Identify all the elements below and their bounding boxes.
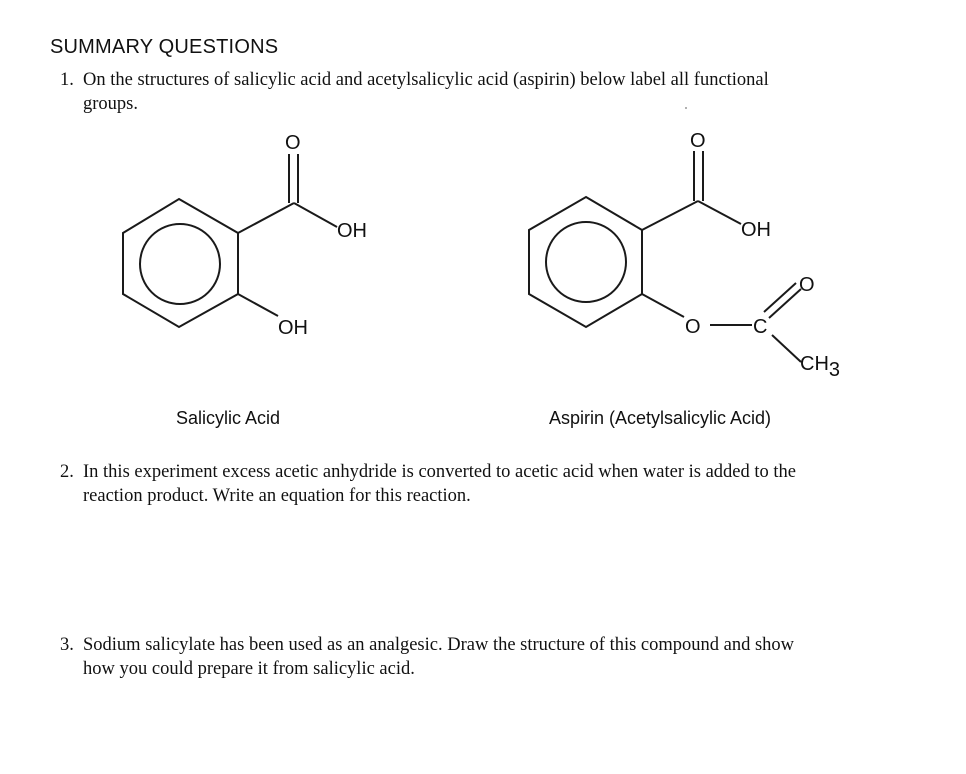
salicylic-aromatic-circle xyxy=(140,224,220,304)
question-2-text-line2: reaction product. Write an equation for this reaction. xyxy=(83,486,471,506)
aspirin-methyl-label xyxy=(800,353,840,381)
aspirin-c-ch3-bond xyxy=(772,335,801,362)
aspirin-ester-o-label: O xyxy=(685,316,701,338)
salicylic-acid-structure xyxy=(123,132,367,339)
question-1-text-line2: groups. xyxy=(83,94,138,114)
question-2-number: 2. xyxy=(60,462,74,482)
question-3-text-line1: Sodium salicylate has been used as an analgesic. Draw the structure of this compound and show xyxy=(83,635,795,655)
aspirin-ring-to-ester-o-bond xyxy=(642,294,684,317)
salicylic-ring-to-phenol-bond xyxy=(238,294,278,316)
salicylic-phenol-oh-label: OH xyxy=(278,317,308,339)
question-1-text-line1: On the structures of salicylic acid and acetylsalicylic acid (aspirin) below label all functional xyxy=(83,70,769,90)
salicylic-carbonyl-o-label: O xyxy=(285,132,301,154)
aspirin-ester-c-label: C xyxy=(753,316,768,338)
summary-heading: SUMMARY QUESTIONS xyxy=(50,36,279,58)
salicylic-c-oh-bond xyxy=(294,203,337,227)
aspirin-caption: Aspirin (Acetylsalicylic Acid) xyxy=(549,408,772,428)
aspirin-c-oh-bond xyxy=(698,201,741,224)
question-1-number: 1. xyxy=(60,70,74,90)
question-3-number: 3. xyxy=(60,635,74,655)
aspirin-structure xyxy=(529,130,840,381)
salicylic-ring-to-carboxyl-bond xyxy=(238,203,294,233)
question-3-text-line2: how you could prepare it from salicylic acid. xyxy=(83,659,415,679)
aspirin-methyl-ch: CH xyxy=(800,353,829,375)
salicylic-acid-oh-label: OH xyxy=(337,220,367,242)
aspirin-ester-carbonyl-o-label: O xyxy=(799,274,815,296)
aspirin-carbonyl-o-label: O xyxy=(690,130,706,152)
question-2-text-line1: In this experiment excess acetic anhydride is converted to acetic acid when water is added to the xyxy=(83,462,796,482)
salicylic-acid-caption: Salicylic Acid xyxy=(176,408,281,428)
aspirin-aromatic-circle xyxy=(546,222,626,302)
aspirin-methyl-subscript: 3 xyxy=(828,359,841,381)
aspirin-ring-to-carboxyl-bond xyxy=(642,201,698,230)
aspirin-acid-oh-label: OH xyxy=(741,219,771,241)
